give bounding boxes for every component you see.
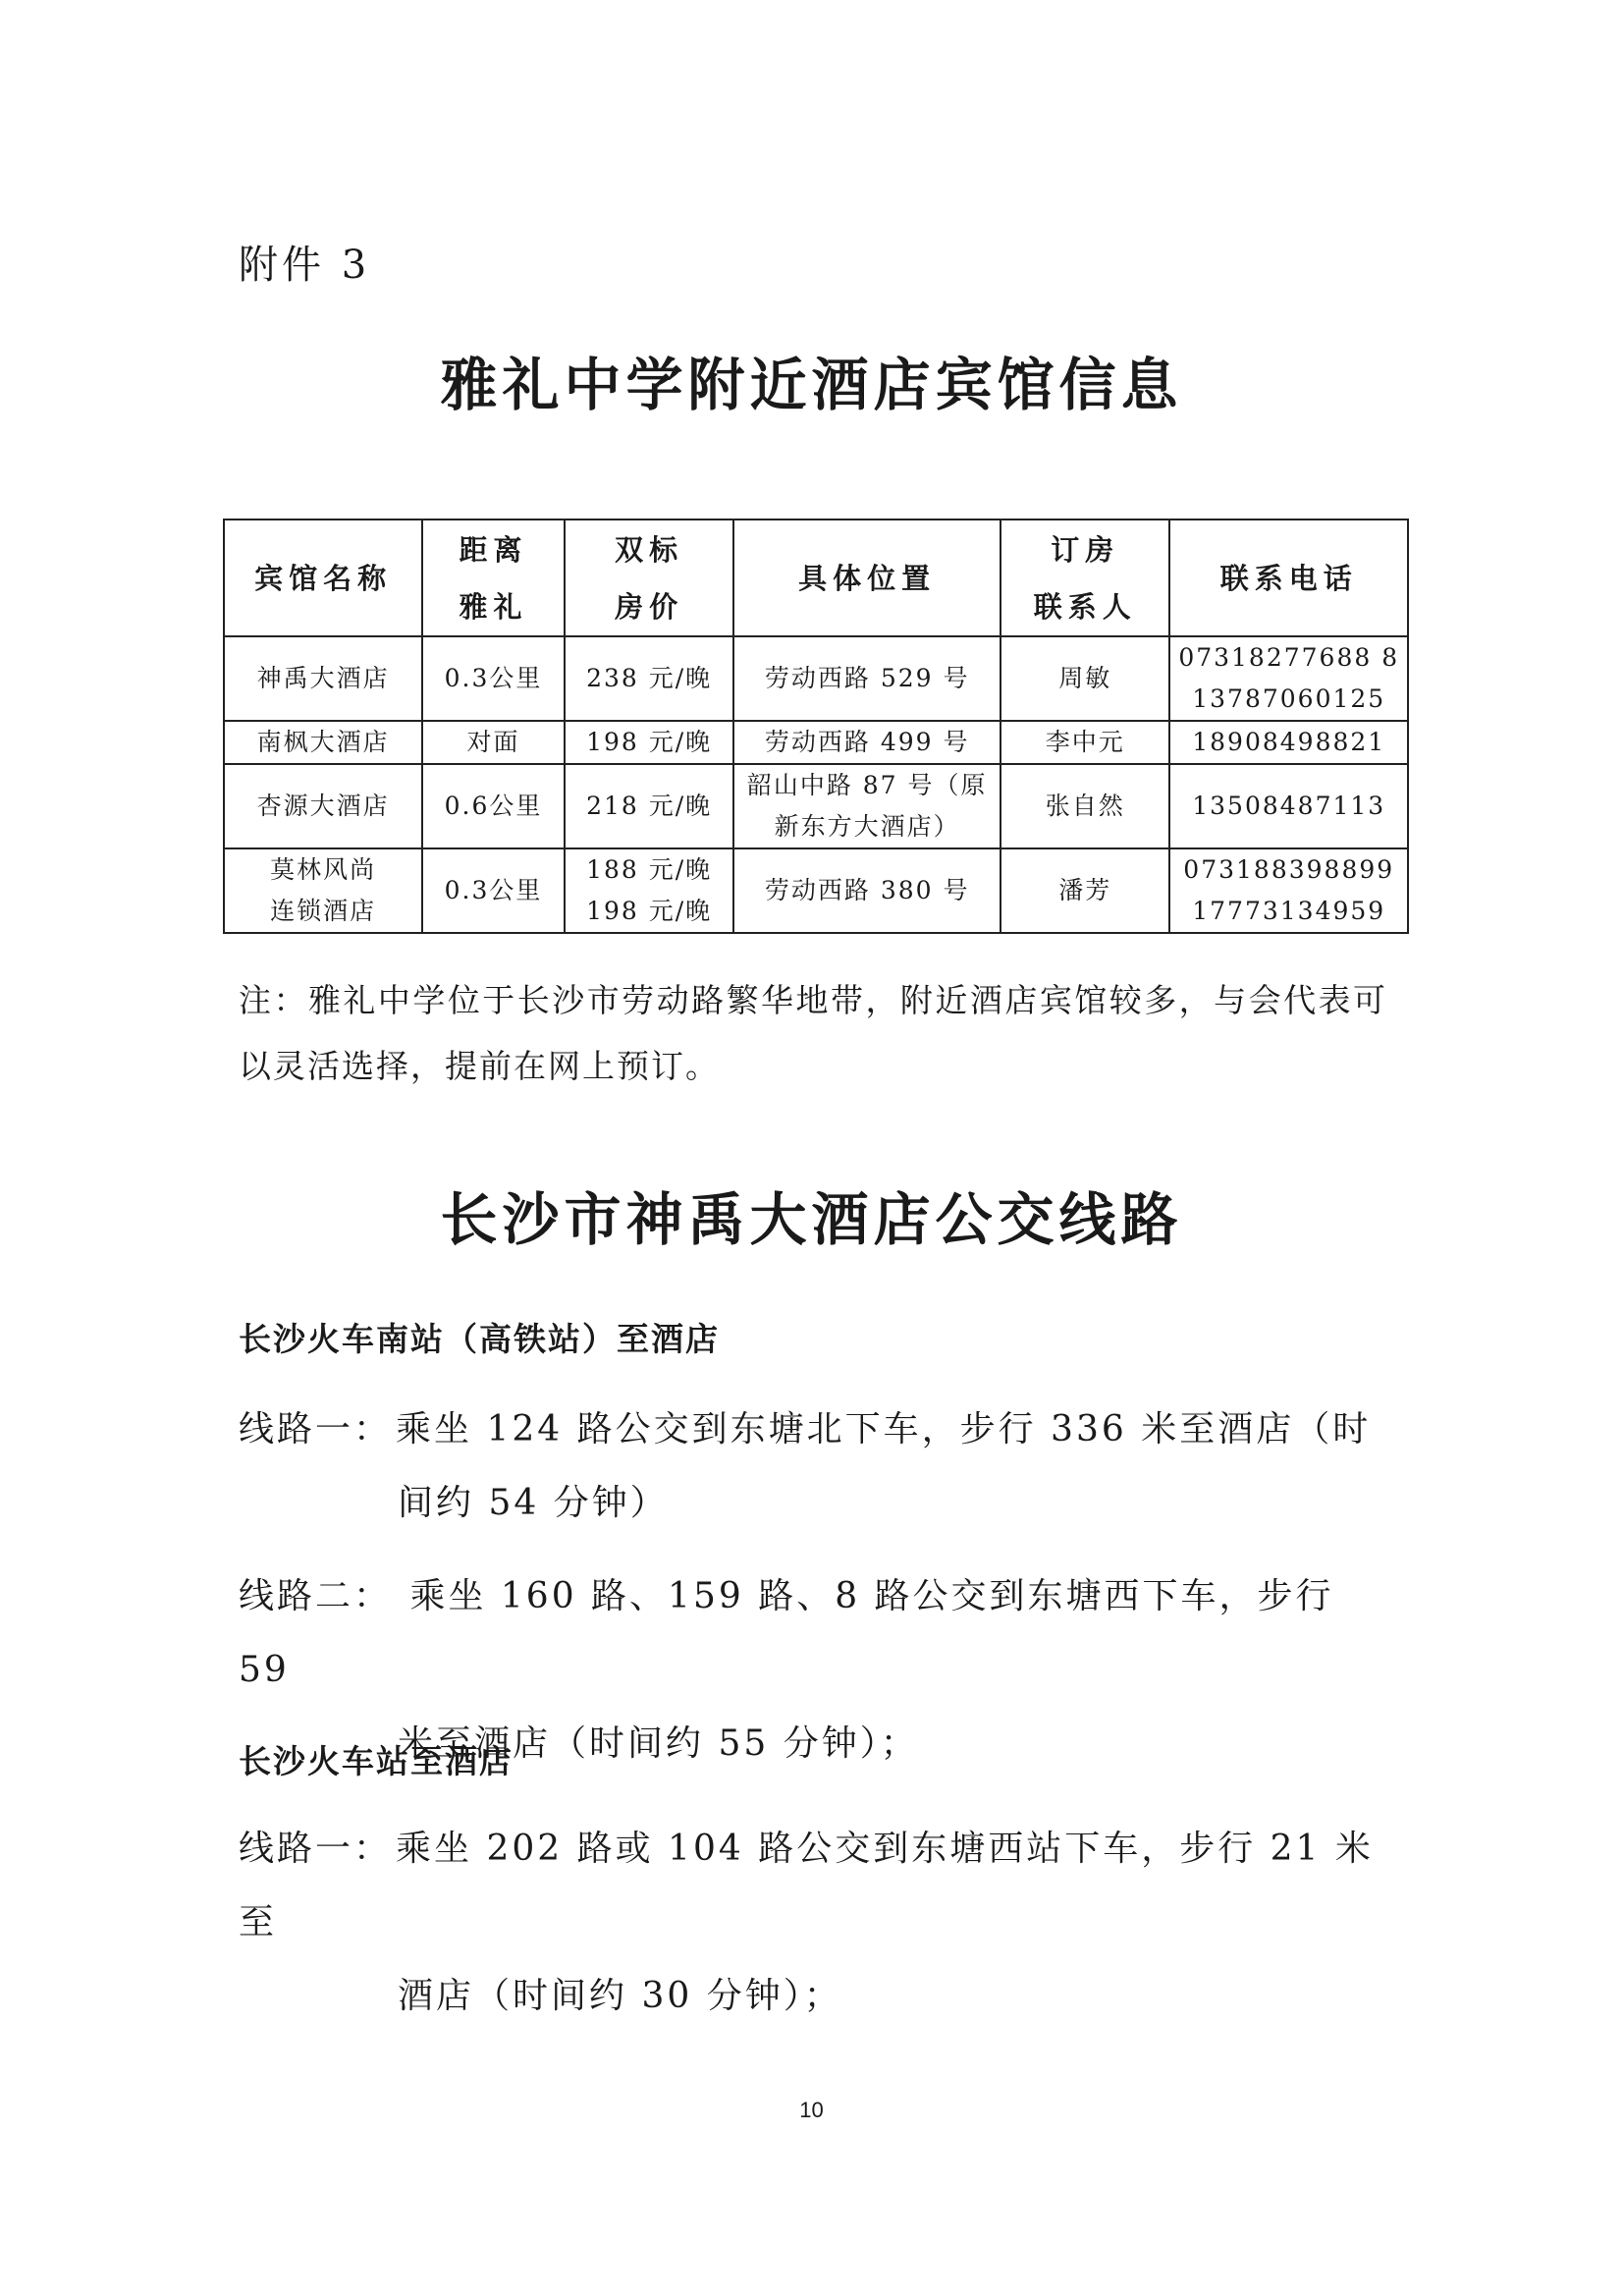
- header-phone: 联系电话: [1169, 519, 1408, 636]
- cell-phone: 073188398899 17773134959: [1169, 848, 1408, 933]
- cell-hotel-name: 杏源大酒店: [224, 764, 422, 848]
- table-header-row: [224, 519, 1408, 636]
- header-price: 双标 房价: [565, 519, 734, 636]
- header-location: 具体位置: [733, 519, 1001, 636]
- cell-distance: 0.3公里: [422, 636, 565, 721]
- cell-hotel-name: 南枫大酒店: [224, 721, 422, 764]
- route-label: 线路一：: [239, 1409, 393, 1449]
- table-row: [224, 636, 1408, 721]
- route-label: 线路二：: [239, 1576, 393, 1616]
- cell-contact: 周敏: [1001, 636, 1169, 721]
- cell-distance: 0.6公里: [422, 764, 565, 848]
- cell-contact: 潘芳: [1001, 848, 1169, 933]
- cell-location: 劳动西路 499 号: [733, 721, 1001, 764]
- cell-price: 188 元/晚 198 元/晚: [565, 848, 734, 933]
- cell-hotel-name: 神禹大酒店: [224, 636, 422, 721]
- cell-hotel-name: 莫林风尚 连锁酒店: [224, 848, 422, 933]
- route-text: 乘坐 202 路或 104 路公交到东塘西站下车，步行 21 米至: [239, 1829, 1374, 1942]
- cell-contact: 李中元: [1001, 721, 1169, 764]
- page-title: 雅礼中学附近酒店宾馆信息: [440, 352, 1183, 418]
- header-contact: 订房 联系人: [1001, 519, 1169, 636]
- route-text: 乘坐 124 路公交到东塘北下车，步行 336 米至酒店（时: [396, 1409, 1372, 1449]
- bus-routes-title: 长沙市神禹大酒店公交线路: [440, 1186, 1183, 1253]
- route-item: [239, 1393, 1397, 1540]
- route-label: 线路一：: [239, 1829, 393, 1869]
- cell-phone: 07318277688 8 13787060125: [1169, 636, 1408, 721]
- cell-location: 韶山中路 87 号（原 新东方大酒店）: [733, 764, 1001, 848]
- table-row: [224, 764, 1408, 848]
- section-heading-south-station: 长沙火车南站（高铁站）至酒店: [239, 1320, 720, 1358]
- cell-location: 劳动西路 380 号: [733, 848, 1001, 933]
- cell-price: 218 元/晚: [565, 764, 734, 848]
- hotel-table: [223, 519, 1409, 934]
- cell-phone: 13508487113: [1169, 764, 1408, 848]
- cell-location: 劳动西路 529 号: [733, 636, 1001, 721]
- cell-contact: 张自然: [1001, 764, 1169, 848]
- cell-distance: 0.3公里: [422, 848, 565, 933]
- cell-distance: 对面: [422, 721, 565, 764]
- page-number: 10: [799, 2098, 824, 2122]
- table-row: [224, 848, 1408, 933]
- cell-price: 198 元/晚: [565, 721, 734, 764]
- route-item: [239, 1812, 1397, 2033]
- cell-price: 238 元/晚: [565, 636, 734, 721]
- attachment-label: 附件 3: [239, 243, 371, 288]
- note-paragraph: 注：雅礼中学位于长沙市劳动路繁华地带，附近酒店宾馆较多，与会代表可以灵活选择，提前在网上预订。: [239, 981, 1387, 1085]
- route-text: 乘坐 160 路、159 路、8 路公交到东塘西下车，步行 59: [239, 1576, 1334, 1690]
- cell-phone: 18908498821: [1169, 721, 1408, 764]
- route-text-cont: 米至酒店（时间约 55 分钟）；: [398, 1723, 919, 1764]
- route-text-cont: 间约 54 分钟）: [398, 1483, 669, 1523]
- section-heading-railway-station: 长沙火车站至酒店: [239, 1742, 514, 1780]
- header-hotel-name: 宾馆名称: [224, 519, 422, 636]
- header-distance: 距离 雅礼: [422, 519, 565, 636]
- route-text-cont: 酒店（时间约 30 分钟）；: [398, 1976, 842, 2016]
- table-row: [224, 721, 1408, 764]
